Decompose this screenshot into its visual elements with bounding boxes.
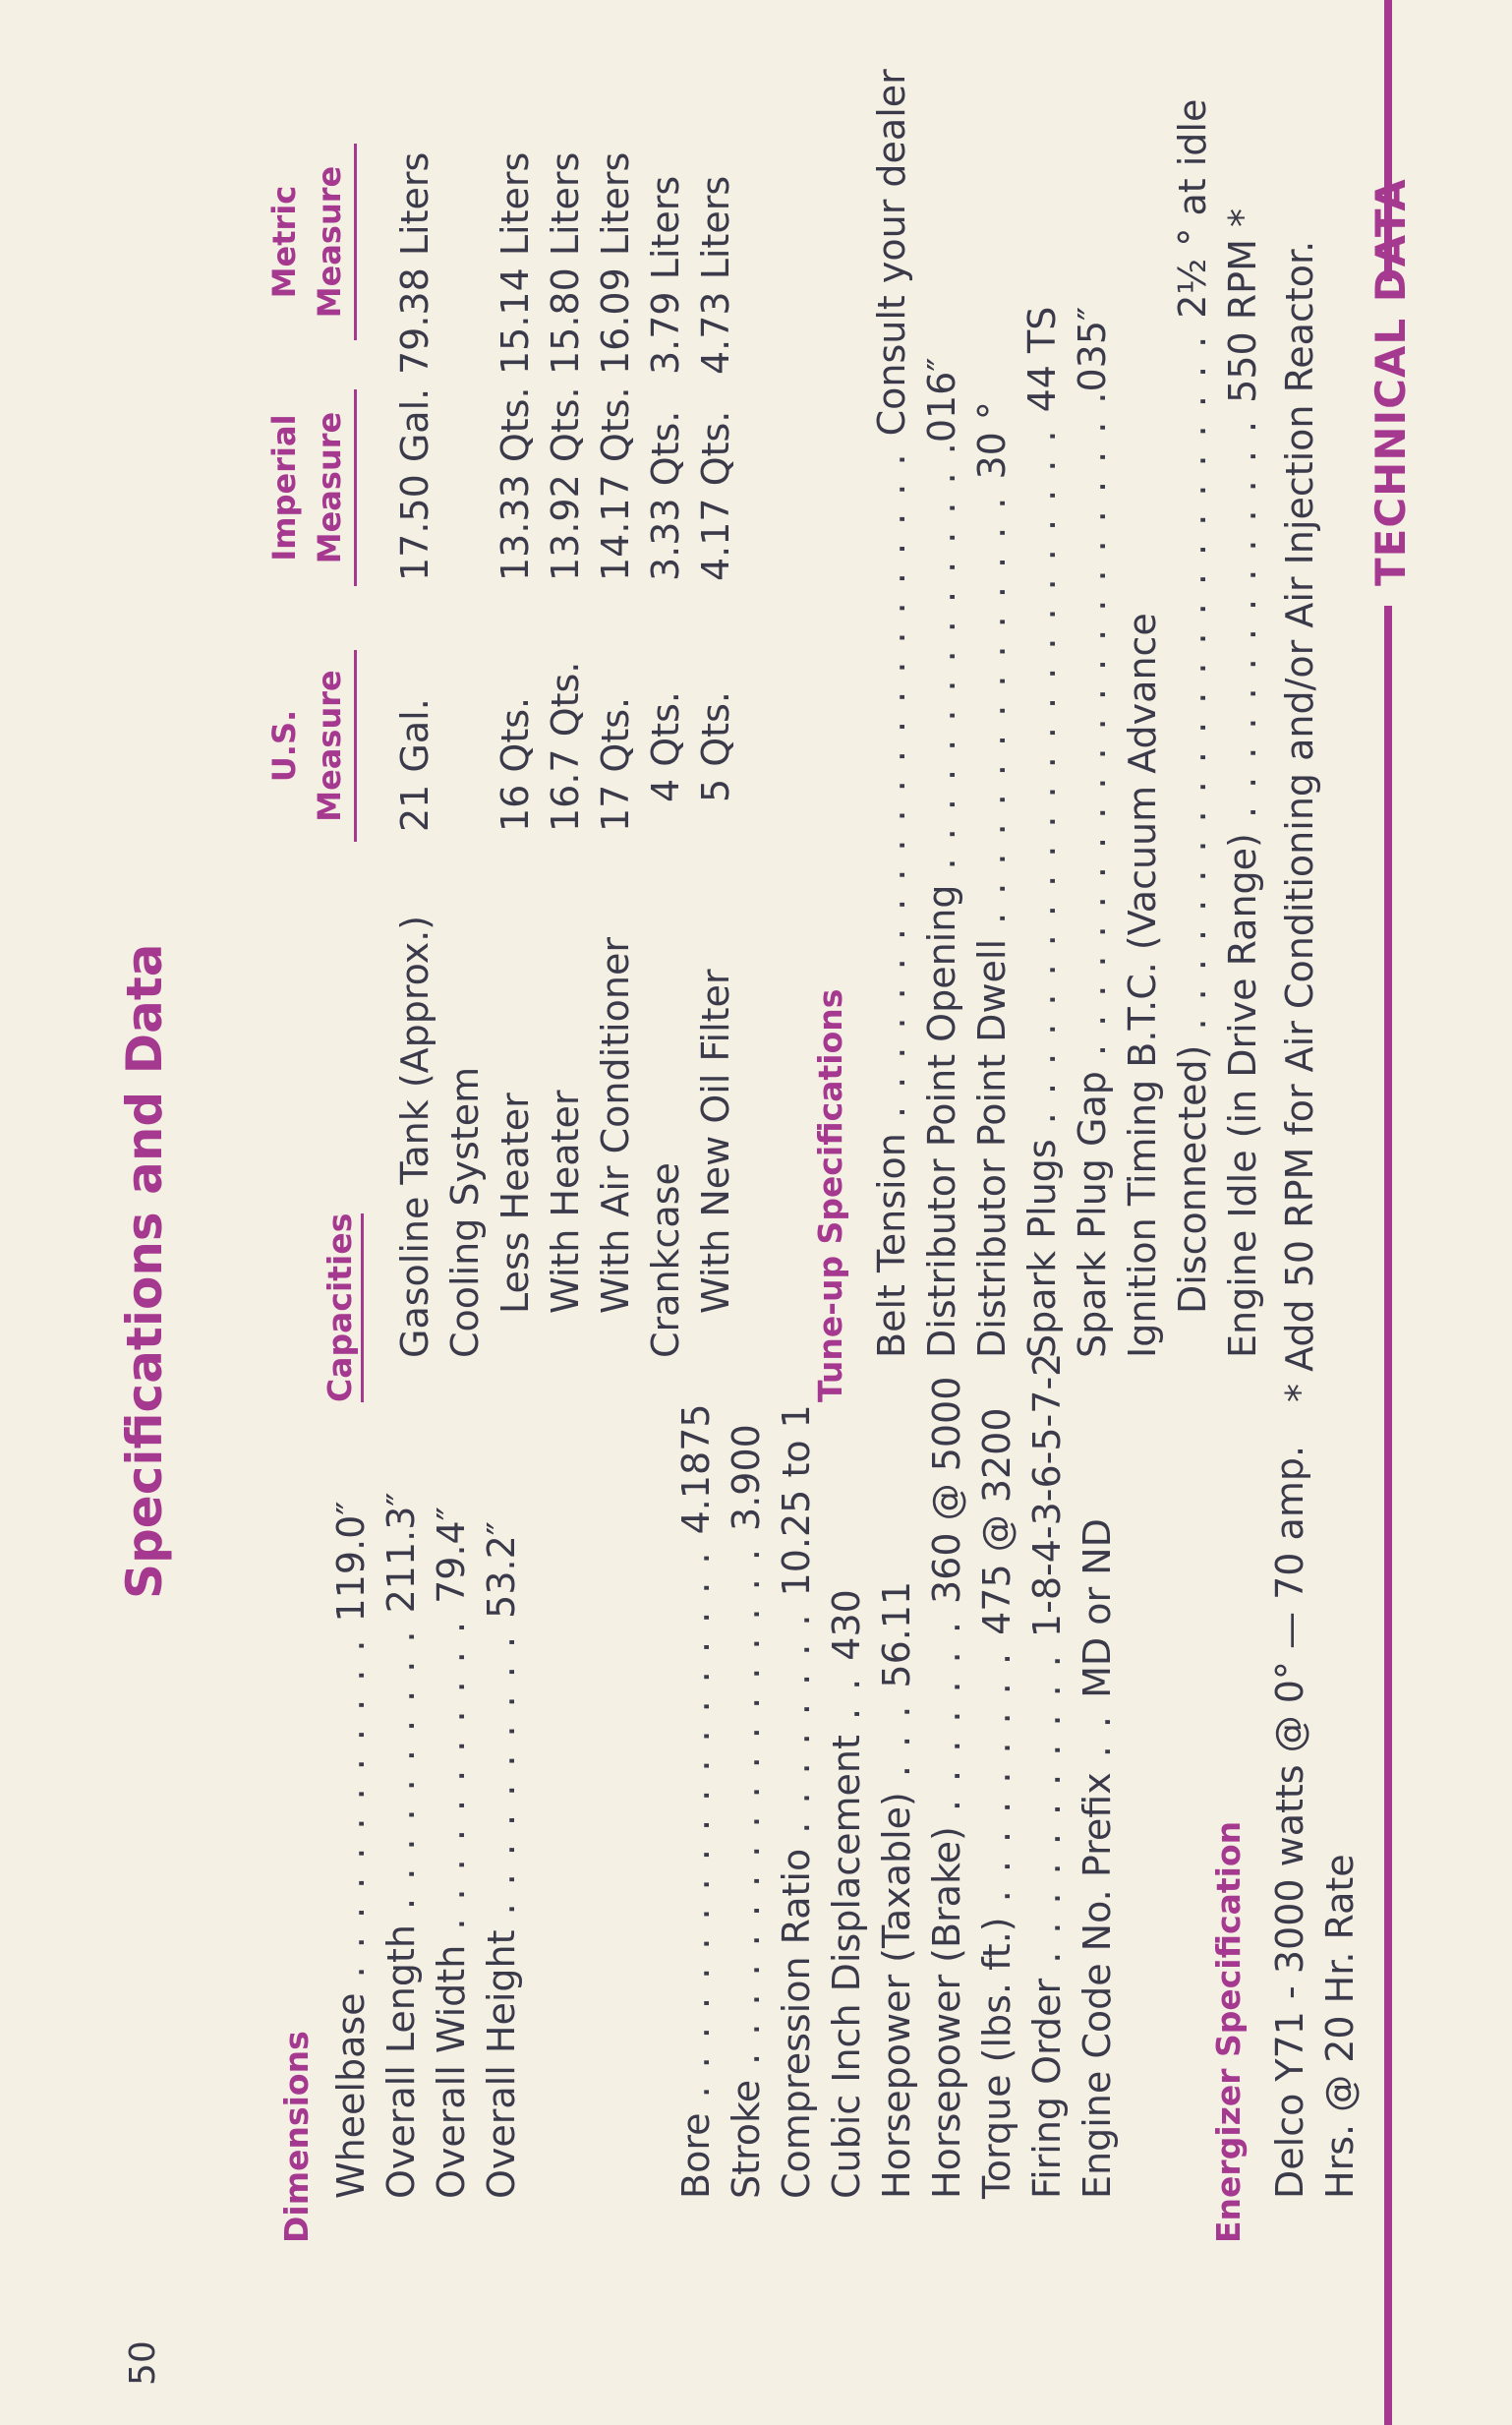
dimension-row: Wheelbase . . . . . . . . . . . . 119.0″: [329, 1501, 373, 2199]
energizer-line-2: Hrs. @ 20 Hr. Rate: [1318, 1854, 1362, 2199]
capacity-imperial: 13.33 Qts.: [494, 386, 537, 581]
capacity-us: 17 Qts.: [594, 696, 637, 832]
capacity-us: 16 Qts.: [494, 696, 537, 832]
capacity-label: With Air Conditioner: [594, 937, 637, 1314]
capacity-us: 21 Gal.: [393, 698, 436, 832]
capacity-label: Less Heater: [494, 1093, 537, 1314]
tuneup-label: Engine Idle (in Drive Range): [1221, 833, 1264, 1358]
engine-value: 10.25 to 1: [775, 1404, 818, 1597]
capacity-us: 5 Qts.: [694, 691, 737, 802]
dimension-row: Overall Length . . . . . . . . . . 211.3″: [379, 1492, 423, 2199]
capacity-metric: 4.73 Liters: [694, 175, 737, 375]
dimension-label: Overall Width: [430, 1944, 473, 2199]
engine-value: 56.11: [875, 1580, 918, 1688]
dimension-label: Wheelbase: [329, 1992, 373, 2199]
energizer-heading: Energizer Specification: [1209, 1820, 1248, 2243]
tuneup-row: Spark Plug Gap . . . . . . . . . . . . . . . . . . . . . . .035″: [1071, 306, 1114, 1358]
engine-row: Torque (lbs. ft.) . . . . . . . . . 475 @ 3200: [975, 1407, 1018, 2199]
engine-label: Torque (lbs. ft.): [975, 1917, 1018, 2199]
dimension-label: Overall Length: [379, 1924, 423, 2199]
tuneup-row: Disconnected) . . . . . . . . . . . . . . . . . . . . . . . . 2½ ° at idle: [1171, 98, 1214, 1314]
capacity-metric: 3.79 Liters: [644, 175, 687, 375]
metric-header-line-1: Metric: [265, 185, 303, 299]
engine-row: Firing Order . . . . . . . . . . . 1-8-4-3-6-5-7-2: [1025, 1352, 1069, 2199]
capacity-imperial: 14.17 Qts.: [594, 386, 637, 581]
tuneup-label: Disconnected): [1171, 1044, 1214, 1314]
metric-header-line-2: Measure: [307, 144, 357, 340]
tuneup-value: 44 TS: [1020, 306, 1064, 413]
imperial-header-line-2: Measure: [307, 389, 357, 586]
tuneup-value: 2½ ° at idle: [1171, 98, 1214, 319]
engine-value: 4.1875: [674, 1403, 718, 1535]
tuneup-value: .016″: [920, 357, 963, 455]
engine-value: MD or ND: [1076, 1518, 1119, 1698]
us-header-line-1: U.S.: [265, 709, 303, 783]
engine-label: Engine Code No. Prefix: [1076, 1772, 1119, 2199]
capacity-label: Crankcase: [644, 1162, 687, 1358]
header-title: TECHNICAL DATA: [1367, 178, 1415, 586]
tuneup-row: [1121, 613, 1170, 1358]
capacity-imperial: 17.50 Gal.: [393, 387, 436, 581]
tuneup-row: Distributor Point Opening . . . . . . . . . . . . . . .016″: [920, 357, 963, 1358]
dimension-row: Overall Width . . . . . . . . . . . 79.4″: [430, 1507, 473, 2199]
engine-row: Cubic Inch Displacement . . 430: [825, 1589, 868, 2199]
engine-row: Bore . . . . . . . . . . . . . . . . . . . 4.1875: [674, 1403, 718, 2199]
engine-row: Horsepower (Taxable) . . . 56.11: [875, 1580, 918, 2199]
tuneup-value: Consult your dealer: [870, 69, 913, 437]
tuneup-row: Belt Tension . . . . . . . . . . . . . . . . . . . . . . . Consult your dealer: [870, 69, 913, 1358]
capacity-label: With Heater: [544, 1090, 587, 1314]
engine-label: Firing Order: [1025, 1978, 1069, 2199]
engine-row: Stroke . . . . . . . . . . . . . . . . . . 3.900: [725, 1424, 768, 2199]
dimension-value: 211.3″: [379, 1492, 423, 1614]
engine-row: Compression Ratio . . . . . . . . 10.25 to 1: [775, 1404, 818, 2199]
tuneup-label: Distributor Point Opening: [920, 884, 963, 1358]
capacities-heading: Capacities: [320, 1213, 364, 1402]
engine-label: Horsepower (Taxable): [875, 1792, 918, 2199]
tuneup-heading: Tune-up Specifications: [811, 988, 849, 1402]
page-title: Specifications and Data: [116, 943, 173, 1599]
page-number: 50: [123, 2340, 163, 2386]
engine-row: Engine Code No. Prefix . . MD or ND: [1076, 1518, 1119, 2199]
tuneup-row: Distributor Point Dwell . . . . . . . . . . . . . . . 30 °: [970, 401, 1014, 1358]
engine-value: 3.900: [725, 1424, 768, 1531]
header-rule-right: [1384, 606, 1392, 2425]
dimension-value: 119.0″: [329, 1501, 373, 1623]
dimensions-heading: Dimensions: [277, 2031, 316, 2243]
tuneup-value: 30 °: [970, 401, 1014, 480]
engine-label: Compression Ratio: [775, 1848, 818, 2199]
tuneup-label: Distributor Point Dwell: [970, 938, 1014, 1358]
capacity-label: With New Oil Filter: [694, 969, 737, 1314]
tuneup-label: Belt Tension: [870, 1133, 913, 1358]
tuneup-label: Ignition Timing B.T.C. (Vacuum Advance: [1121, 613, 1164, 1358]
capacity-imperial: 13.92 Qts.: [544, 386, 587, 581]
energizer-line-1: Delco Y71 - 3000 watts @ 0° — 70 amp.: [1268, 1445, 1311, 2199]
capacity-imperial: 3.33 Qts.: [644, 410, 687, 581]
capacity-metric: 79.38 Liters: [393, 151, 436, 375]
capacity-label: Cooling System: [443, 1066, 487, 1358]
dimension-value: 79.4″: [430, 1507, 473, 1604]
capacity-imperial: 4.17 Qts.: [694, 410, 737, 581]
capacity-us: 16.7 Qts.: [544, 661, 587, 832]
engine-row: Horsepower (Brake) . . . . . . . 360 @ 5000: [925, 1376, 968, 2199]
metric-measure-header: [262, 144, 357, 340]
capacity-label: Gasoline Tank (Approx.): [393, 915, 436, 1358]
imperial-measure-header: [262, 389, 357, 586]
engine-value: 430: [825, 1589, 868, 1661]
tuneup-label: Spark Plug Gap: [1071, 1071, 1114, 1358]
imperial-header-line-1: Imperial: [265, 414, 303, 562]
engine-label: Stroke: [725, 2079, 768, 2199]
tuneup-value: 550 RPM *: [1221, 208, 1264, 403]
dimension-value: 53.2″: [480, 1521, 523, 1619]
engine-value: 1-8-4-3-6-5-7-2: [1025, 1352, 1069, 1638]
engine-label: Cubic Inch Displacement: [825, 1735, 868, 2199]
dimension-label: Overall Height: [480, 1929, 523, 2199]
dimension-row: Overall Height . . . . . . . . . . 53.2″: [480, 1521, 523, 2199]
tuneup-label: Spark Plugs: [1020, 1139, 1064, 1358]
us-measure-header: [262, 650, 357, 842]
footnote: * Add 50 RPM for Air Conditioning and/or Air Injection Reactor.: [1278, 240, 1321, 1402]
tuneup-row: Engine Idle (in Drive Range) . . . . . . . . . . . . . . 550 RPM *: [1221, 208, 1264, 1358]
capacity-us: 4 Qts.: [644, 691, 687, 802]
tuneup-value: .035″: [1071, 306, 1114, 404]
capacity-metric: 15.14 Liters: [494, 151, 537, 375]
capacity-metric: 15.80 Liters: [544, 151, 587, 375]
capacity-metric: 16.09 Liters: [594, 151, 637, 375]
engine-value: 360 @ 5000: [925, 1376, 968, 1604]
tuneup-row: Spark Plugs . . . . . . . . . . . . . . . . . . . . . . . . 44 TS: [1020, 306, 1064, 1358]
engine-label: Bore: [674, 2112, 718, 2199]
engine-label: Horsepower (Brake): [925, 1826, 968, 2199]
engine-value: 475 @ 3200: [975, 1407, 1018, 1635]
us-header-line-2: Measure: [307, 650, 357, 842]
